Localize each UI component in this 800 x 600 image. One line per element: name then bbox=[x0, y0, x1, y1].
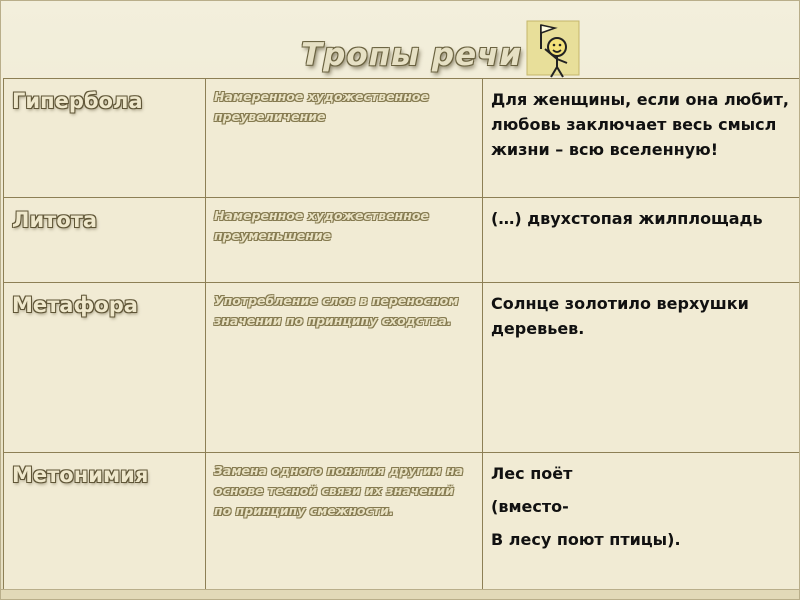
example-text bbox=[491, 461, 791, 552]
definition-cell bbox=[206, 198, 483, 283]
term-label: Метафора bbox=[12, 293, 138, 317]
footer-strip bbox=[1, 589, 800, 599]
example-text: (…) двухстопая жилплощадь bbox=[491, 209, 763, 228]
term-cell bbox=[4, 79, 206, 198]
example-line: Лес поёт bbox=[491, 464, 573, 483]
term-cell bbox=[4, 198, 206, 283]
table-row bbox=[4, 198, 800, 283]
definition-cell bbox=[206, 79, 483, 198]
example-cell bbox=[483, 198, 800, 283]
example-line: В лесу поют птицы). bbox=[491, 530, 681, 549]
example-text: Солнце золотило верхушки деревьев. bbox=[491, 294, 749, 338]
table-row bbox=[4, 283, 800, 453]
table-row bbox=[4, 79, 800, 198]
table-row bbox=[4, 453, 800, 593]
definition-cell bbox=[206, 283, 483, 453]
term-label: Литота bbox=[12, 208, 98, 232]
smiley-flag-icon bbox=[525, 19, 581, 83]
definition-cell bbox=[206, 453, 483, 593]
tropes-table bbox=[3, 78, 800, 593]
term-cell bbox=[4, 283, 206, 453]
example-cell bbox=[483, 453, 800, 593]
example-cell bbox=[483, 283, 800, 453]
definition-text: Замена одного понятия другим на основе тесной связи их значений по принципу смежности. bbox=[214, 463, 464, 518]
definition-text: Употребление слов в переносном значении по принципу сходства. bbox=[214, 293, 459, 328]
term-label: Гипербола bbox=[12, 89, 143, 113]
term-label: Метонимия bbox=[12, 463, 149, 487]
slide-title: Тропы речи bbox=[301, 37, 523, 73]
term-cell bbox=[4, 453, 206, 593]
example-text: Для женщины, если она любит, любовь заключает весь смысл жизни – всю вселенную! bbox=[491, 90, 789, 159]
definition-text: Намеренное художественное преувеличение bbox=[214, 89, 429, 124]
example-cell bbox=[483, 79, 800, 198]
definition-text: Намеренное художественное преуменьшение bbox=[214, 208, 429, 243]
example-line: (вместо- bbox=[491, 497, 569, 516]
